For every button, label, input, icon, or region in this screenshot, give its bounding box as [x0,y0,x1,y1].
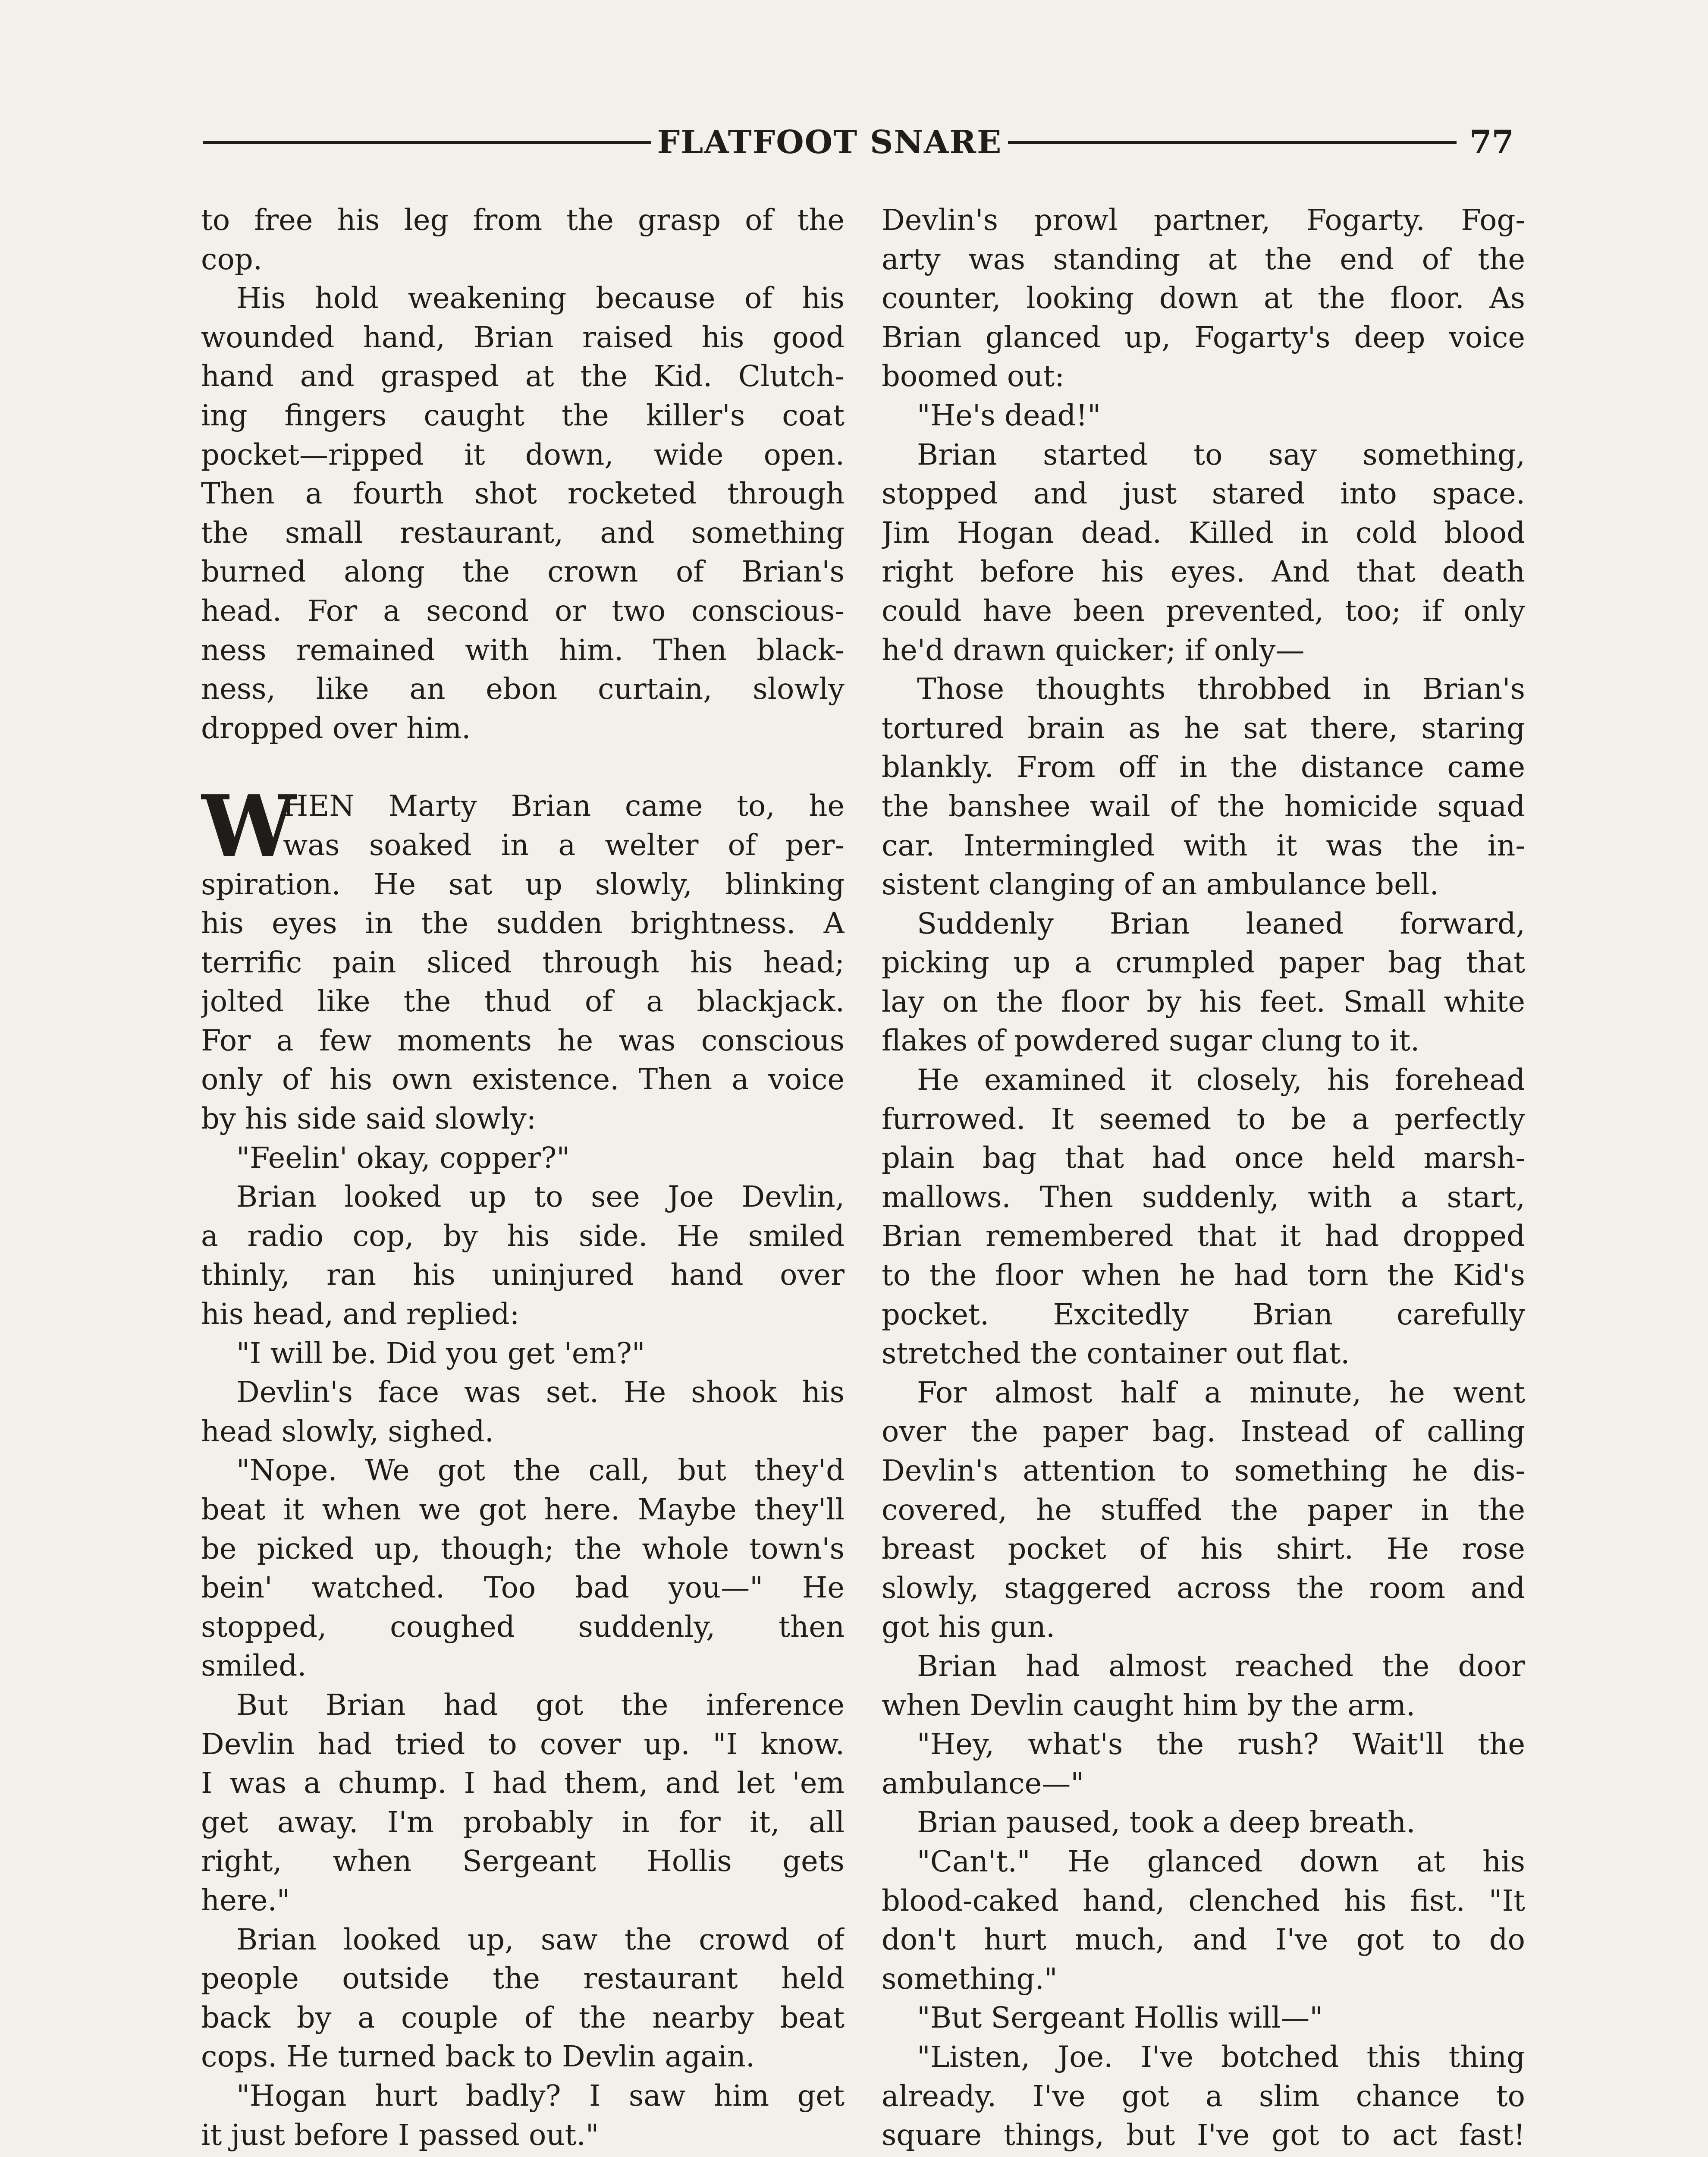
text-line: blood-caked hand, clenched his fist. "It [882,1883,1525,1918]
paragraph [882,1647,1525,1725]
paragraph [882,2038,1525,2157]
text-line: to free his leg from the grasp of the [201,203,845,237]
text-line: his head, and replied: [201,1297,520,1331]
text-line: terrific pain sliced through his head; [201,945,845,979]
text-line: stretched the container out flat. [882,1336,1350,1371]
text-line: boomed out: [882,359,1064,393]
paragraph [882,1842,1525,1998]
paragraph [201,777,845,1138]
text-line: right before his eyes. And that death [882,555,1525,589]
text-line: Devlin's face was set. He shook his [236,1375,845,1409]
text-line: got his gun. [882,1610,1055,1644]
text-line: mallows. Then suddenly, with a start, [882,1180,1525,1214]
left-column [201,201,845,2157]
text-line: "Hogan hurt badly? I saw him get [236,2078,845,2113]
text-line: slowly, staggered across the room and [882,1571,1525,1605]
text-line: "He's dead!" [917,398,1101,432]
paragraph [882,396,1525,435]
text-line: by his side said slowly: [201,1102,537,1136]
drop-cap: W [201,777,296,877]
running-header [203,116,1514,168]
text-line: HEN Marty Brian came to, he [283,789,845,823]
text-line: to the floor when he had torn the Kid's [882,1258,1525,1292]
text-line: Brian looked up to see Joe Devlin, [236,1180,845,1214]
paragraph [201,1451,845,1685]
text-line: stopped and just stared into space. [882,477,1525,511]
text-line: stopped, coughed suddenly, then [201,1610,845,1644]
text-line: burned along the crown of Brian's [201,555,845,589]
text-line: it just before I passed out." [201,2118,599,2152]
text-line [882,2155,1525,2157]
text-line: counter, looking down at the floor. As [882,281,1525,315]
text-line: furrowed. It seemed to be a perfectly [882,1102,1525,1136]
text-line: a radio cop, by his side. He smiled [201,1219,845,1253]
text-line: tortured brain as he sat there, staring [882,711,1525,745]
text-line: "Hey, what's the rush? Wait'll the [917,1727,1525,1761]
header-rule-left [203,141,651,144]
text-line: ness remained with him. Then black- [201,633,845,667]
paragraph [882,904,1525,1060]
text-line: Brian had almost reached the door [917,1649,1525,1683]
text-line: cop. [201,242,263,276]
text-line: right, when Sergeant Hollis gets [201,1844,845,1878]
text-line: picking up a crumpled paper bag that [882,946,1525,980]
text-line: the small restaurant, and something [201,516,845,550]
text-line: he'd drawn quicker; if only— [882,633,1305,667]
text-line: He examined it closely, his forehead [917,1063,1525,1097]
text-line: breast pocket of his shirt. He rose [882,1532,1525,1566]
text-line: blankly. From off in the distance came [882,750,1525,784]
text-line: pocket—ripped it down, wide open. [201,437,845,472]
page-number: 77 [1469,124,1514,161]
text-line: dropped over him. [201,711,471,745]
text-line: Suddenly Brian leaned forward, [917,906,1525,940]
paragraph [882,435,1525,670]
text-line: over the paper bag. Instead of calling [882,1415,1525,1449]
text-line: arty was standing at the end of the [882,242,1525,276]
text-line: Devlin had tried to cover up. "I know. [201,1727,845,1761]
text-line: "Listen, Joe. I've botched this thing [917,2040,1525,2074]
paragraph [882,1725,1525,1803]
paragraph [201,1685,845,1920]
text-line: wounded hand, Brian raised his good [201,320,845,354]
text-line: his eyes in the sudden brightness. A [201,906,845,940]
text-line: thinly, ran his uninjured hand over [201,1258,845,1292]
text-line: jolted like the thud of a blackjack. [201,984,845,1019]
text-line: For a few moments he was conscious [201,1023,845,1057]
text-line: square things, but I've got to act fast! [882,2118,1525,2152]
text-line: get away. I'm probably in for it, all [201,1805,845,1839]
text-line: ing fingers caught the killer's coat [201,398,845,432]
text-line: pocket. Excitedly Brian carefully [882,1297,1525,1331]
text-line [201,2154,845,2157]
text-line: be picked up, though; the whole town's [201,1531,845,1566]
text-line: cops. He turned back to Devlin again. [201,2040,755,2074]
text-line: back by a couple of the nearby beat [201,2000,845,2034]
paragraph [201,201,845,279]
right-column [882,201,1525,2157]
paragraph [201,1334,845,1373]
text-line: beat it when we got here. Maybe they'll [201,1493,845,1526]
paragraph [882,1803,1525,1842]
paragraph [201,279,845,748]
text-line: His hold weakening because of his [236,281,845,315]
text-line: Jim Hogan dead. Killed in cold blood [882,516,1525,550]
text-line: only of his own existence. Then a voice [201,1063,845,1097]
text-line: Then a fourth shot rocketed through [201,477,845,511]
text-line: For almost half a minute, he went [917,1375,1525,1409]
text-line: Devlin's attention to something he dis- [882,1454,1525,1487]
text-line: I was a chump. I had them, and let 'em [201,1766,845,1800]
text-line: Those thoughts throbbed in Brian's [917,672,1525,706]
text-line: bein' watched. Too bad you—" He [201,1571,845,1605]
paragraph [882,1060,1525,1373]
text-line: "But Sergeant Hollis will—" [917,2001,1323,2035]
text-line: could have been prevented, too; if only [882,594,1525,628]
text-line: lay on the floor by his feet. Small white [882,984,1525,1019]
text-line: was soaked in a welter of per- [283,828,845,862]
text-line: Brian looked up, saw the crowd of [236,1922,845,1956]
paragraph [201,1177,845,1333]
paragraph [201,1138,845,1178]
text-line: But Brian had got the inference [236,1688,845,1722]
story-title: FLATFOOT SNARE [657,124,1002,161]
paragraph [882,1998,1525,2038]
paragraph [882,670,1525,904]
text-line: Brian started to say something, [917,437,1525,472]
text-line: here." [201,1883,290,1917]
paragraph [201,1373,845,1451]
text-line: sistent clanging of an ambulance bell. [882,868,1439,902]
text-line: "Feelin' okay, copper?" [236,1141,570,1175]
text-line: car. Intermingled with it was the in- [882,828,1525,862]
text-line: plain bag that had once held marsh- [882,1141,1525,1175]
text-line: hand and grasped at the Kid. Clutch- [201,359,845,393]
text-line: head. For a second or two conscious- [201,594,845,628]
text-line: Brian glanced up, Fogarty's deep voice [882,320,1525,354]
header-rule-right [1008,141,1457,144]
paragraph [201,1920,845,2076]
text-line: Brian remembered that it had dropped [882,1219,1525,1253]
text-line: people outside the restaurant held [201,1962,845,1996]
text-line: smiled. [201,1649,307,1683]
text-line: "I will be. Did you get 'em?" [236,1336,645,1370]
text-line: don't hurt much, and I've got to do [882,1923,1525,1957]
text-line: "Nope. We got the call, but they'd [236,1453,845,1487]
text-line: ambulance—" [882,1766,1084,1800]
paragraph [882,1373,1525,1647]
text-line: something." [882,1962,1058,1996]
text-line: the banshee wail of the homicide squad [882,789,1525,823]
text-line: head slowly, sighed. [201,1414,494,1448]
text-line: Devlin's prowl partner, Fogarty. Fog- [882,203,1525,237]
paragraph [201,2154,845,2157]
text-line: ness, like an ebon curtain, slowly [201,672,845,706]
text-line: Brian paused, took a deep breath. [917,1805,1416,1839]
text-line: "Can't." He glanced down at his [917,1844,1525,1878]
text-line: spiration. He sat up slowly, blinking [201,867,845,901]
text-line: already. I've got a slim chance to [882,2079,1525,2113]
paragraph [201,2076,845,2154]
text-line: flakes of powdered sugar clung to it. [882,1024,1420,1058]
paragraph [882,201,1525,396]
text-line: when Devlin caught him by the arm. [882,1688,1416,1722]
text-line: covered, he stuffed the paper in the [882,1493,1525,1527]
